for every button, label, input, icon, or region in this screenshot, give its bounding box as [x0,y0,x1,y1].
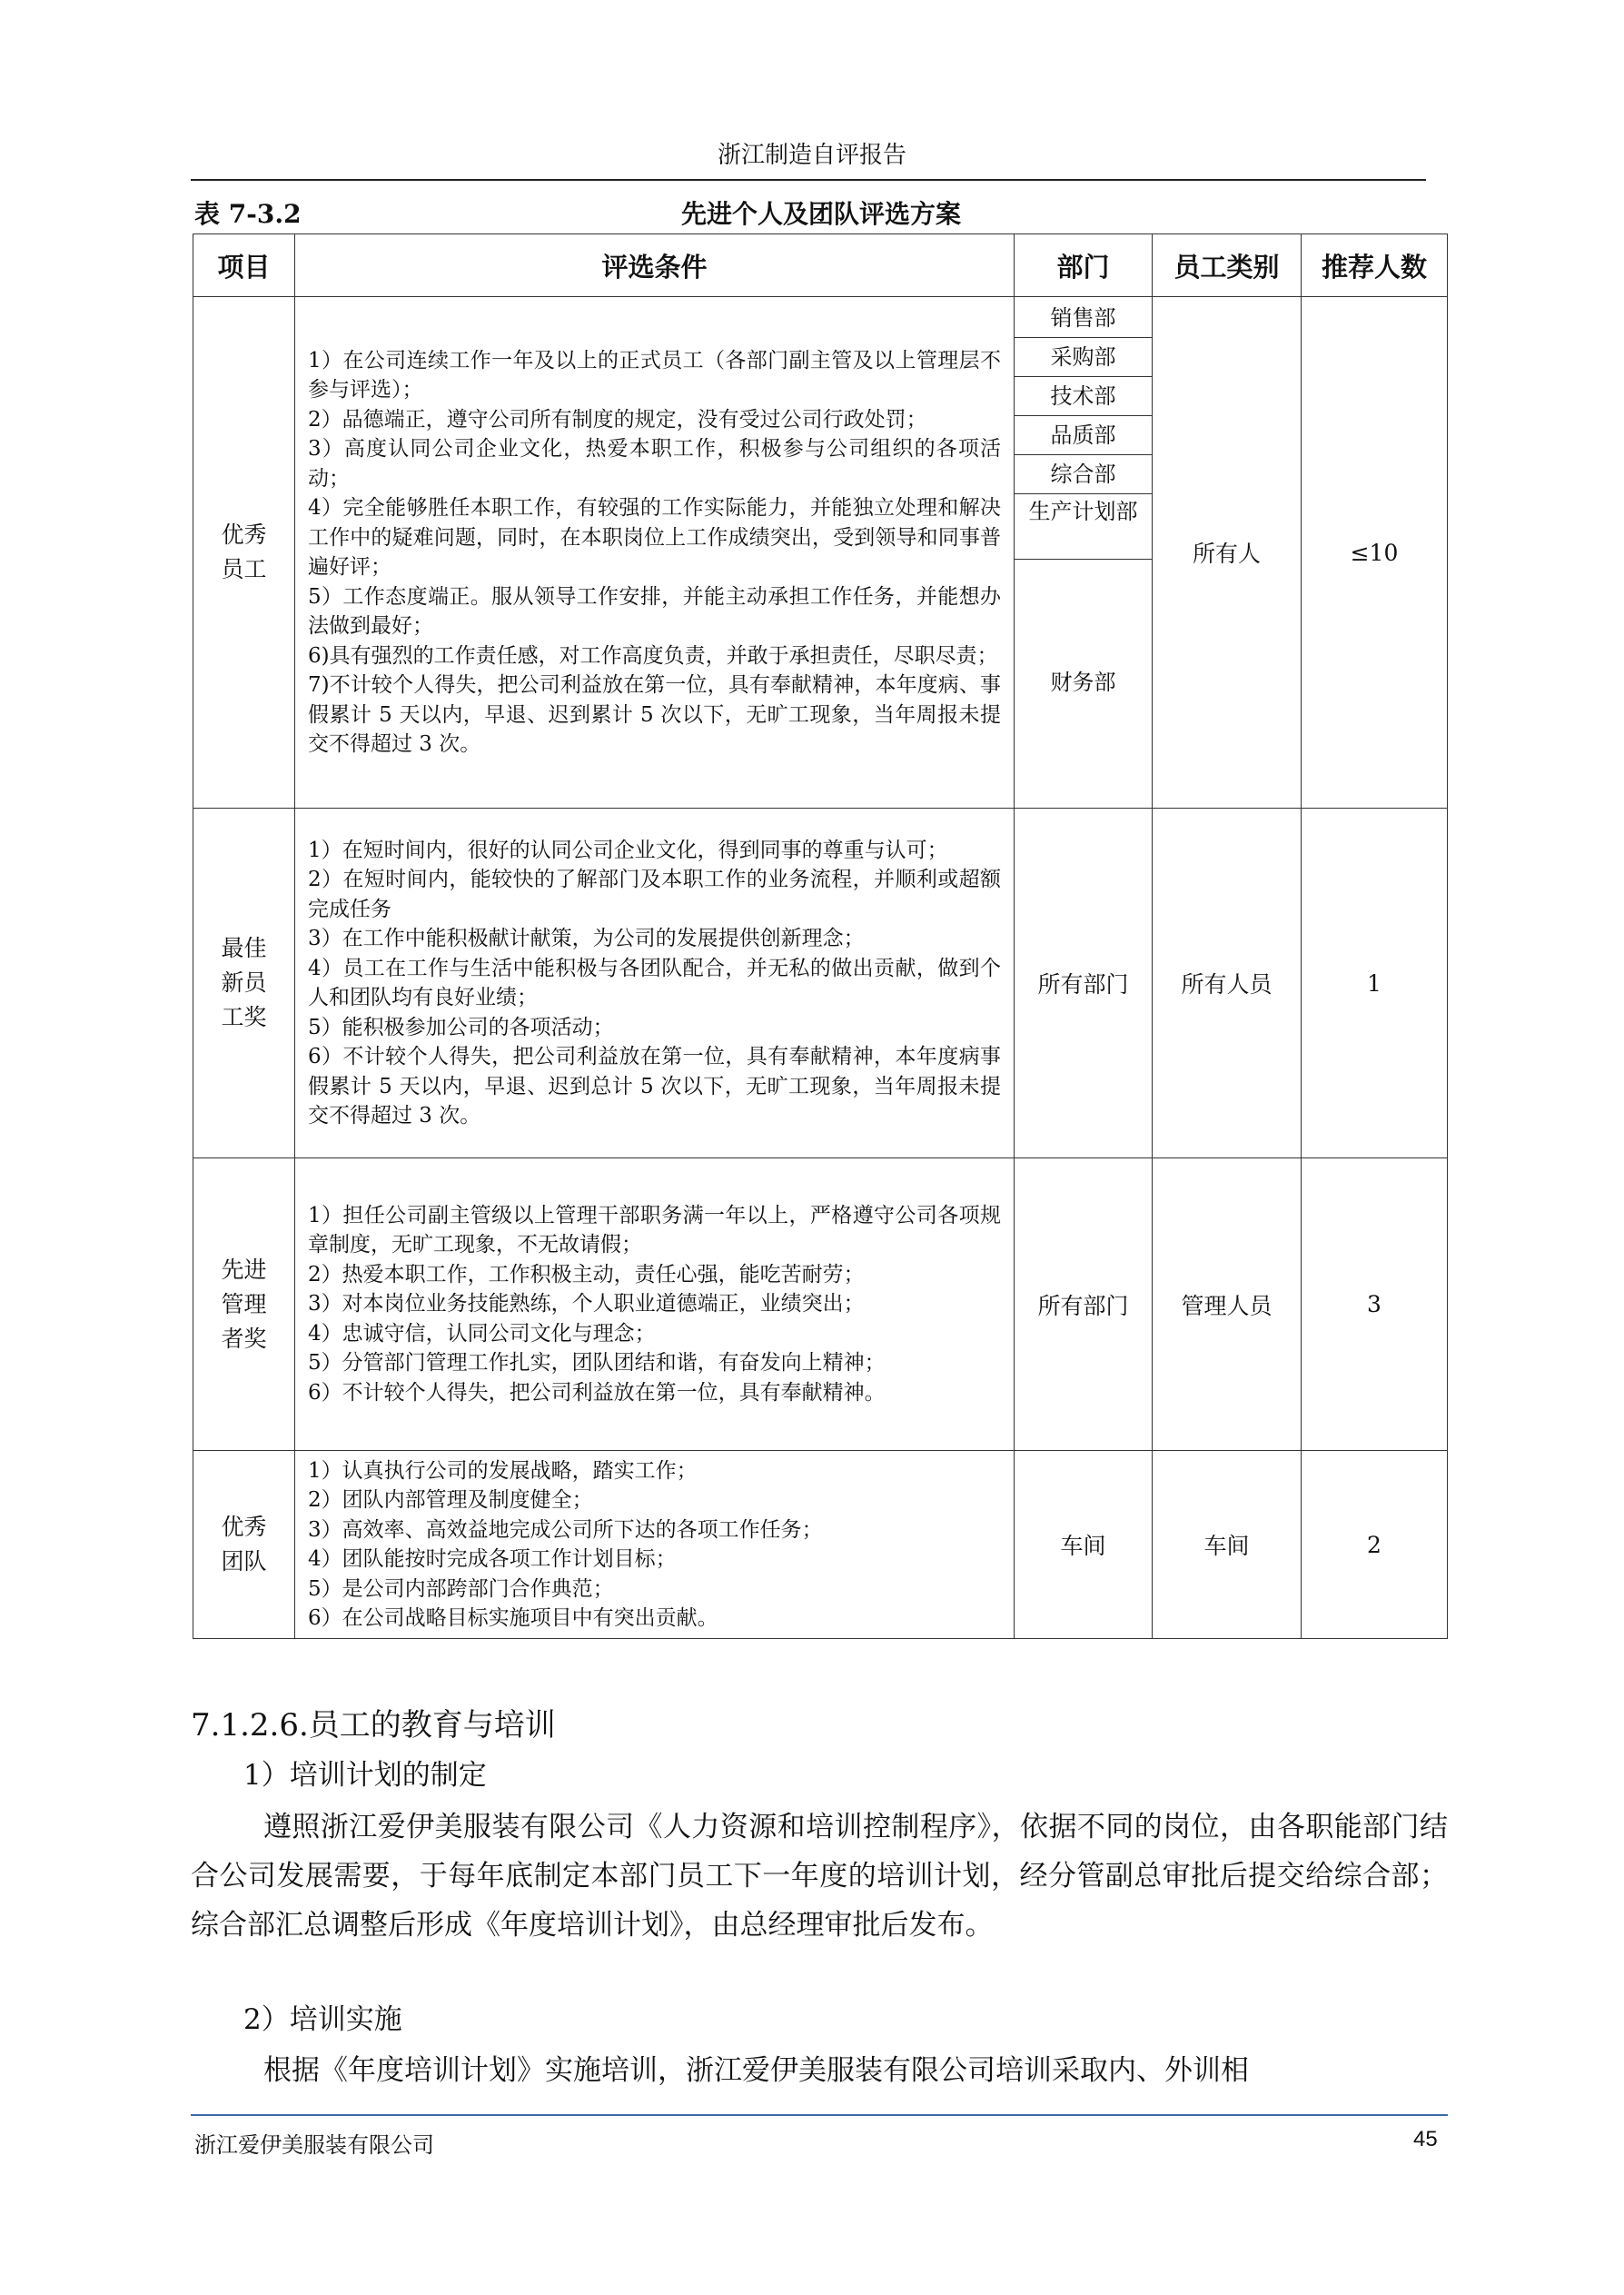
category-cell: 所有人员 [1153,809,1302,1158]
condition-line: 3）对本岗位业务技能熟练，个人职业道德端正，业绩突出； [308,1292,865,1316]
department-cell [1015,297,1153,809]
condition-line: 6)具有强烈的工作责任感，对工作高度负责，并敢于承担责任，尽职尽责； [308,643,998,668]
header-conditions: 评选条件 [295,234,1015,297]
conditions-cell [295,1451,1015,1639]
category-cell: 管理人员 [1153,1158,1302,1451]
condition-line: 5）工作态度端正。服从领导工作安排，并能主动承担工作任务，并能想办法做到最好； [308,584,1001,638]
condition-line: 1）认真执行公司的发展战略，踏实工作； [308,1458,698,1483]
count-cell: 2 [1302,1451,1448,1639]
category-cell: 所有人 [1153,297,1302,809]
count-cell: 3 [1302,1158,1448,1451]
condition-line: 2）品德端正，遵守公司所有制度的规定，没有受过公司行政处罚； [308,407,927,432]
condition-line: 4）完全能够胜任本职工作，有较强的工作实际能力，并能独立处理和解决工作中的疑难问题，同时，在本职岗位上工作成绩突出，受到领导和同事普遍好评； [308,496,1001,579]
page-number: 45 [1413,2127,1438,2151]
section-heading: 7.1.2.6.员工的教育与培训 [191,1707,556,1744]
condition-line: 6）不计较个人得失，把公司利益放在第一位，具有奉献精神。 [308,1380,886,1405]
table-row [193,809,1448,1158]
condition-line: 5）分管部门管理工作扎实，团队团结和谐，有奋发向上精神； [308,1351,886,1376]
item-cell: 先进 管理 者奖 [193,1158,295,1451]
condition-line: 6）在公司战略目标实施项目中有突出贡献。 [308,1606,718,1630]
condition-line: 4）员工在工作与生活中能积极与各团队配合，并无私的做出贡献，做到个人和团队均有良好业绩； [308,956,1001,1009]
table-header-row [193,234,1448,297]
paragraph-training-plan: 遵照浙江爱伊美服装有限公司《人力资源和培训控制程序》，依据不同的岗位，由各职能部门结合公司发展需要，于每年底制定本部门员工下一年度的培训计划，经分管副总审批后提交给综合部；综合部汇总调整后形成《年度培训计划》，由总经理审批后发布。 [191,1811,1448,1942]
item-cell: 最佳 新员 工奖 [193,809,295,1158]
count-cell: 1 [1302,809,1448,1158]
header-item: 项目 [193,234,295,297]
page-header-title: 浙江制造自评报告 [717,142,906,169]
condition-line: 1）在短时间内，很好的认同公司企业文化，得到同事的尊重与认可； [308,838,948,862]
department-name: 采购部 [1015,338,1152,377]
count-cell: ≤10 [1302,297,1448,809]
table-number: 表 7-3.2 [194,199,302,229]
department-name: 生产计划部 [1015,494,1152,560]
department-name: 财务部 [1050,670,1116,695]
selection-table [193,233,1448,1639]
conditions-cell [295,297,1015,809]
condition-line: 6）不计较个人得失，把公司利益放在第一位，具有奉献精神，本年度病事假累计 5 天以内，早退、迟到总计 5 次以下，无旷工现象，当年周报未提交不得超过 3 次。 [308,1045,1001,1128]
department-cell: 所有部门 [1015,1158,1153,1451]
condition-line: 5）能积极参加公司的各项活动； [308,1015,614,1039]
condition-line: 3）高度认同公司企业文化，热爱本职工作，积极参与公司组织的各项活动； [308,437,1001,491]
subheading-training-plan: 1）培训计划的制定 [243,1759,487,1792]
department-name: 销售部 [1015,299,1152,338]
department-cell: 车间 [1015,1451,1153,1639]
condition-line: 2）热爱本职工作，工作积极主动，责任心强，能吃苦耐劳； [308,1262,865,1287]
condition-line: 4）忠诚守信，认同公司文化与理念； [308,1321,656,1346]
header-count: 推荐人数 [1302,234,1448,297]
table-row [193,1451,1448,1639]
item-cell: 优秀 员工 [193,297,295,809]
item-cell: 优秀 团队 [193,1451,295,1639]
category-cell: 车间 [1153,1451,1302,1639]
table-title: 先进个人及团队评选方案 [680,199,961,229]
condition-line: 3）高效率、高效益地完成公司所下达的各项工作任务； [308,1517,823,1542]
table-caption [194,194,1448,231]
department-name: 品质部 [1015,416,1152,455]
table-row [193,1158,1448,1451]
department-cell: 所有部门 [1015,809,1153,1158]
condition-line: 2）团队内部管理及制度健全； [308,1488,593,1512]
footer-company: 浙江爱伊美服装有限公司 [194,2132,434,2158]
department-name: 综合部 [1015,455,1152,494]
condition-line: 7)不计较个人得失，把公司利益放在第一位，具有奉献精神，本年度病、事假累计 5 天以内，早退、迟到累计 5 次以下，无旷工现象，当年周报未提交不得超过 3 次。 [308,673,1001,756]
conditions-cell [295,1158,1015,1451]
header-category: 员工类别 [1153,234,1302,297]
condition-line: 4）团队能按时完成各项工作计划目标； [308,1547,677,1571]
condition-line: 1）在公司连续工作一年及以上的正式员工（各部门副主管及以上管理层不参与评选）； [308,348,1001,402]
condition-line: 1）担任公司副主管级以上管理干部职务满一年以上，严格遵守公司各项规章制度，无旷工现象，不无故请假； [308,1203,1001,1257]
table-row [193,297,1448,809]
header-department: 部门 [1015,234,1153,297]
department-name: 技术部 [1015,377,1152,416]
condition-line: 5）是公司内部跨部门合作典范； [308,1576,614,1601]
condition-line: 3）在工作中能积极献计献策，为公司的发展提供创新理念； [308,927,865,950]
header-rule [191,179,1426,181]
paragraph-training-implementation: 根据《年度培训计划》实施培训，浙江爱伊美服装有限公司培训采取内、外训相 [263,2054,1249,2087]
conditions-cell [295,809,1015,1158]
condition-line: 2）在短时间内，能较快的了解部门及本职工作的业务流程，并顺利或超额完成任务 [308,868,1001,921]
subheading-training-implementation: 2）培训实施 [243,2003,402,2036]
footer-rule [191,2114,1448,2116]
